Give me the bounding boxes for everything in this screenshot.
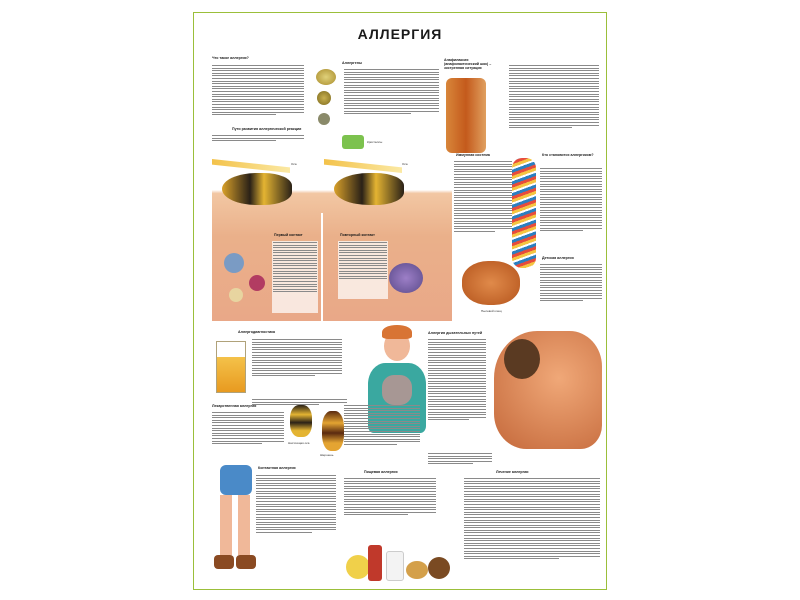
- cell-icon: [224, 253, 244, 273]
- heading-treatment: Лечение аллергии: [496, 470, 529, 474]
- heading-anaphylaxis: Анафилаксия (анафилактический шок) – экстренная ситуация: [444, 58, 492, 70]
- text-drug-allergy: [212, 412, 284, 462]
- text-who-allergic: [540, 168, 602, 256]
- label-wasp-right: Оса: [402, 162, 408, 166]
- pollen-grain-icon: [317, 91, 331, 105]
- label-bumblebee: Шершень: [320, 453, 334, 457]
- throat-illustration: [446, 78, 486, 153]
- text-anaphylaxis: [509, 65, 599, 147]
- wasp-illustration-left: [222, 173, 292, 205]
- cell-icon: [249, 275, 265, 291]
- text-allergens: [344, 69, 439, 127]
- text-contact-allergy: [256, 475, 336, 583]
- crystals-icon: [342, 135, 364, 149]
- child-hair: [504, 339, 540, 379]
- wasp-illustration-right: [334, 173, 404, 205]
- heading-immune-system: Иммунная система: [456, 153, 490, 157]
- page-title: АЛЛЕРГИЯ: [357, 26, 443, 42]
- text-person: [344, 405, 420, 467]
- pollen-icon: [316, 69, 336, 85]
- legs-illustration: [212, 465, 258, 583]
- text-what-is: [212, 65, 304, 129]
- heading-entry-paths: Пути развития аллергической реакции: [232, 127, 302, 131]
- heading-what-is: Что такое аллергия?: [212, 56, 249, 60]
- heading-first-contact: Первый контакт: [274, 233, 303, 237]
- dust-mite-illustration: [462, 261, 520, 305]
- heading-food-allergy: Пищевая аллергия: [364, 470, 398, 474]
- test-tube-illustration: [216, 341, 246, 393]
- label-bee: Настоящая оса: [288, 441, 310, 445]
- text-childhood: [540, 264, 602, 318]
- text-treatment: [464, 478, 600, 582]
- text-entry-paths: [212, 135, 304, 147]
- poster: [193, 12, 607, 590]
- heading-allergy-diag: Аллергодиагностика: [238, 330, 275, 334]
- text-immune-system: [454, 161, 512, 257]
- text-respiratory: [428, 339, 486, 449]
- bee-icon: [290, 405, 312, 437]
- heading-who-allergic: Кто становится аллергиком?: [542, 153, 594, 157]
- label-wasp-left: Оса: [291, 162, 297, 166]
- mast-cell-icon: [389, 263, 423, 293]
- divider: [321, 213, 323, 321]
- text-first-contact: [272, 241, 318, 313]
- text-food-allergy: [344, 478, 436, 538]
- food-illustration: [346, 541, 452, 585]
- heading-respiratory: Аллергия дыхательных путей: [428, 331, 483, 335]
- cell-icon: [229, 288, 243, 302]
- heading-allergens: Аллергены: [342, 61, 363, 65]
- heading-contact-allergy: Контактная аллергия: [258, 466, 296, 470]
- hornet-icon: [322, 411, 344, 451]
- heading-childhood: Детская аллергия: [542, 256, 574, 260]
- text-second-contact: [338, 241, 388, 299]
- text-respiratory-2: [428, 453, 492, 475]
- dna-helix-illustration: [512, 158, 536, 268]
- text-allergy-diag: [252, 339, 342, 395]
- label-crystals: Кристаллы: [367, 140, 383, 144]
- spore-icon: [318, 113, 330, 125]
- heading-second-contact: Повторный контакт: [340, 233, 375, 237]
- heading-drug-allergy: Лекарственная аллергия: [212, 404, 257, 408]
- label-dust-mite: Пылевой клещ: [481, 309, 502, 313]
